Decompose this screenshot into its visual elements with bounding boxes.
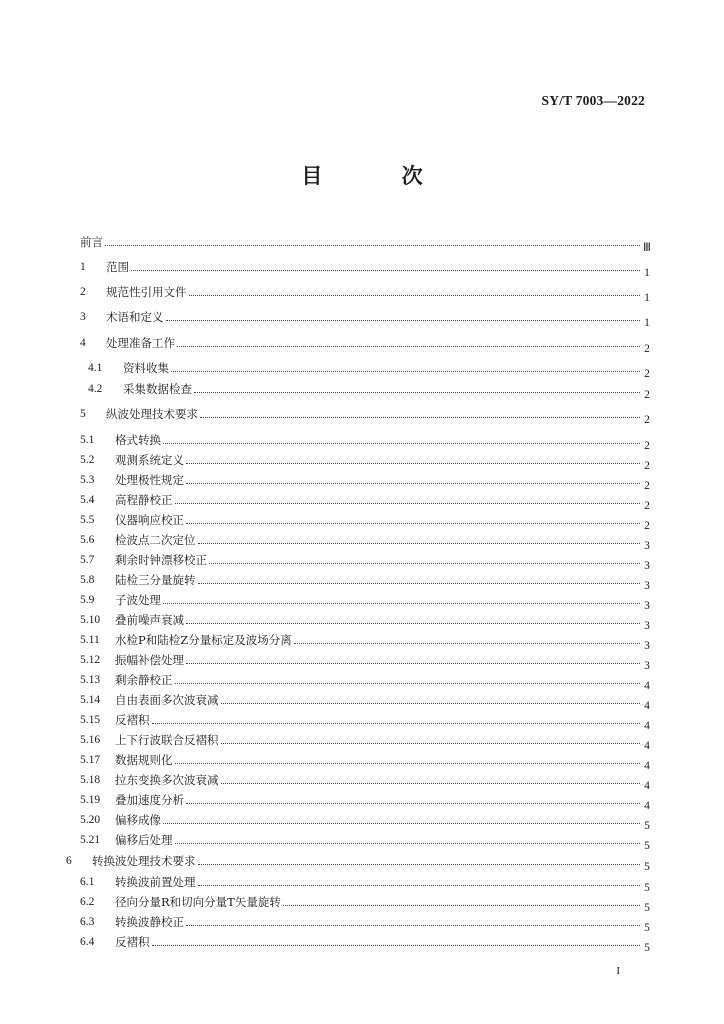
toc-entry-page: 2 <box>644 520 650 532</box>
toc-leader-dots <box>131 269 640 271</box>
toc-entry[interactable] <box>80 571 650 592</box>
toc-entry-number: 5.1 <box>80 434 95 446</box>
toc-entry-page: 2 <box>644 440 650 452</box>
toc-entry-number: 5.2 <box>80 454 95 466</box>
toc-entry[interactable] <box>80 893 650 914</box>
toc-entry-page: 4 <box>644 760 650 772</box>
toc-entry-label: 转换波处理技术要求 <box>92 854 196 868</box>
toc-entry-number: 5.9 <box>80 594 95 606</box>
toc-leader-dots <box>186 924 640 926</box>
toc-entry[interactable] <box>80 731 650 752</box>
toc-entry-label: 范围 <box>106 260 129 274</box>
toc-entry-page: 5 <box>644 902 650 914</box>
toc-entry[interactable] <box>80 791 650 812</box>
toc-entry-number: 5.14 <box>80 694 101 706</box>
toc-leader-dots <box>175 762 641 764</box>
toc-entry-page: 3 <box>644 540 650 552</box>
toc-leader-dots <box>177 345 640 347</box>
toc-entry[interactable] <box>80 591 650 612</box>
toc-entry-label: 叠前噪声衰减 <box>115 613 184 627</box>
toc-entry-page: 5 <box>644 922 650 934</box>
toc-entry-number: 4.1 <box>88 362 103 374</box>
toc-entry-page: 1 <box>644 317 650 329</box>
toc-entry-label: 术语和定义 <box>106 310 164 324</box>
toc-entry-number: 5.16 <box>80 734 101 746</box>
toc-entry-number: 3 <box>80 311 86 323</box>
toc-entry[interactable] <box>80 491 650 512</box>
toc-entry[interactable] <box>80 651 650 672</box>
toc-entry-number: 5.7 <box>80 554 95 566</box>
toc-leader-dots <box>163 822 640 824</box>
toc-entry-number: 4 <box>80 337 86 349</box>
toc-leader-dots <box>186 482 640 484</box>
toc-leader-dots <box>200 416 640 418</box>
toc-entry-number: 5.20 <box>80 814 101 826</box>
toc-entry-number: 6.4 <box>80 936 95 948</box>
toc-entry-label: 偏移后处理 <box>115 833 173 847</box>
toc-entry-label: 剩余时钟漂移校正 <box>115 553 207 567</box>
toc-entry-page: 4 <box>644 800 650 812</box>
toc-entry-label: 转换波前置处理 <box>115 875 196 889</box>
toc-entry[interactable] <box>80 711 650 732</box>
toc-leader-dots <box>283 904 640 906</box>
toc-entry-label: 陆检三分量旋转 <box>115 573 196 587</box>
toc-leader-dots <box>198 542 641 544</box>
toc-entry-label: 偏移成像 <box>115 813 161 827</box>
toc-entry-label: 径向分量R和切向分量T矢量旋转 <box>115 895 281 909</box>
toc-entry-number: 5.19 <box>80 794 101 806</box>
toc-entry[interactable] <box>80 531 650 552</box>
toc-leader-dots <box>105 244 640 246</box>
toc-entry-page: 3 <box>644 640 650 652</box>
toc-entry-page: 3 <box>644 600 650 612</box>
toc-entry-page: 1 <box>644 292 650 304</box>
toc-entry[interactable] <box>88 380 650 401</box>
toc-entry-page: 3 <box>644 580 650 592</box>
toc-entry-page: 2 <box>644 500 650 512</box>
toc-leader-dots <box>186 622 640 624</box>
toc-entry-page: Ⅲ <box>643 242 651 254</box>
toc-leader-dots <box>186 662 640 664</box>
toc-entry-label: 资料收集 <box>123 361 169 375</box>
toc-entry[interactable] <box>80 258 650 279</box>
toc-entry-label: 反褶积 <box>115 713 150 727</box>
toc-entry-label: 处理极性规定 <box>115 473 184 487</box>
toc-leader-dots <box>175 842 641 844</box>
toc-entry-label: 纵波处理技术要求 <box>106 407 198 421</box>
toc-entry-label: 转换波静校正 <box>115 915 184 929</box>
toc-entry-number: 5.13 <box>80 674 101 686</box>
toc-entry-number: 4.2 <box>88 383 103 395</box>
toc-entry-number: 5.17 <box>80 754 101 766</box>
toc-entry-page: 1 <box>644 267 650 279</box>
toc-leader-dots <box>221 742 641 744</box>
toc-entry[interactable] <box>80 691 650 712</box>
toc-entry-number: 5.18 <box>80 774 101 786</box>
toc-entry[interactable] <box>80 611 650 632</box>
toc-entry-page: 2 <box>644 480 650 492</box>
toc-leader-dots <box>194 391 640 393</box>
toc-entry-label: 检波点二次定位 <box>115 533 196 547</box>
toc-entry-number: 6.2 <box>80 896 95 908</box>
toc-entry-page: 2 <box>644 389 650 401</box>
toc-entry-label: 反褶积 <box>115 935 150 949</box>
toc-entry-number: 5.15 <box>80 714 101 726</box>
toc-entry-label: 规范性引用文件 <box>106 285 187 299</box>
toc-entry-page: 4 <box>644 680 650 692</box>
toc-entry-number: 2 <box>80 286 86 298</box>
toc-entry-page: 5 <box>644 942 650 954</box>
toc-leader-dots <box>186 462 640 464</box>
toc-leader-dots <box>152 722 641 724</box>
toc-entry-label: 上下行波联合反褶积 <box>115 733 219 747</box>
toc-entry[interactable] <box>80 831 650 852</box>
toc-entry-label: 高程静校正 <box>115 493 173 507</box>
toc-entry-label: 叠加速度分析 <box>115 793 184 807</box>
toc-entry-label: 采集数据检查 <box>123 382 192 396</box>
toc-entry[interactable] <box>80 334 650 355</box>
toc-entry[interactable] <box>80 751 650 772</box>
toc-entry-number: 5.21 <box>80 834 101 846</box>
toc-entry-page: 3 <box>644 660 650 672</box>
toc-entry-label: 仪器响应校正 <box>115 513 184 527</box>
toc-entry[interactable] <box>80 233 651 254</box>
toc-entry[interactable] <box>80 451 650 472</box>
toc-entry[interactable] <box>80 283 650 304</box>
toc-entry[interactable] <box>80 873 650 894</box>
toc-entry-number: 5.6 <box>80 534 95 546</box>
toc-entry-label: 处理准备工作 <box>106 336 175 350</box>
toc-entry-page: 5 <box>644 840 650 852</box>
toc-leader-dots <box>209 562 640 564</box>
toc-entry-page: 4 <box>644 780 650 792</box>
toc-entry-label: 子波处理 <box>115 593 161 607</box>
toc-leader-dots <box>166 319 641 321</box>
toc-leader-dots <box>152 944 641 946</box>
toc-entry-page: 4 <box>644 720 650 732</box>
toc-entry[interactable] <box>80 405 650 426</box>
toc-leader-dots <box>189 294 641 296</box>
toc-entry-number: 5.12 <box>80 654 101 666</box>
toc-leader-dots <box>175 502 641 504</box>
toc-leader-dots <box>198 863 641 865</box>
toc-entry[interactable] <box>80 308 650 329</box>
toc-entry-label: 格式转换 <box>115 433 161 447</box>
toc-entry-number: 5.4 <box>80 494 95 506</box>
toc-entry[interactable] <box>80 771 650 792</box>
toc-entry-page: 4 <box>644 700 650 712</box>
toc-entry-label: 前言 <box>80 235 103 249</box>
toc-entry-label: 观测系统定义 <box>115 453 184 467</box>
toc-leader-dots <box>171 370 640 372</box>
toc-entry-label: 拉东变换多次波衰减 <box>115 773 219 787</box>
toc-entry[interactable] <box>80 431 650 452</box>
toc-entry[interactable] <box>80 913 650 934</box>
toc-entry-page: 3 <box>644 560 650 572</box>
toc-entry-number: 5.8 <box>80 574 95 586</box>
toc-entry[interactable] <box>80 631 650 652</box>
toc-entry[interactable] <box>88 359 650 380</box>
toc-entry-page: 2 <box>644 414 650 426</box>
toc-entry-label: 水检P和陆检Z分量标定及波场分离 <box>115 633 292 647</box>
toc-entry-number: 1 <box>80 261 86 273</box>
toc-leader-dots <box>294 642 640 644</box>
toc-entry-page: 2 <box>644 343 650 355</box>
toc-leader-dots <box>198 884 641 886</box>
toc-leader-dots <box>221 702 641 704</box>
toc-entry-label: 振幅补偿处理 <box>115 653 184 667</box>
toc-leader-dots <box>186 802 640 804</box>
toc-entry-number: 6.3 <box>80 916 95 928</box>
toc-leader-dots <box>163 442 640 444</box>
toc-entry-number: 5.5 <box>80 514 95 526</box>
page-title: 目 次 <box>301 164 459 188</box>
footer-page-number: I <box>616 965 620 977</box>
toc-entry-label: 自由表面多次波衰减 <box>115 693 219 707</box>
toc-entry[interactable] <box>80 671 650 692</box>
toc-entry-page: 5 <box>644 861 650 873</box>
toc-entry-page: 3 <box>644 620 650 632</box>
document-code: SY/T 7003—2022 <box>541 93 645 108</box>
toc-entry-number: 5 <box>80 408 86 420</box>
toc-entry-label: 数据规则化 <box>115 753 173 767</box>
toc-entry[interactable] <box>80 471 650 492</box>
toc-entry[interactable] <box>80 811 650 832</box>
toc-leader-dots <box>198 582 641 584</box>
toc-entry-number: 6 <box>66 855 72 867</box>
toc-entry[interactable] <box>80 511 650 532</box>
toc-entry-page: 2 <box>644 460 650 472</box>
toc-entry[interactable] <box>66 852 650 873</box>
toc-entry-number: 6.1 <box>80 876 95 888</box>
toc-entry-page: 2 <box>644 368 650 380</box>
toc-entry-number: 5.3 <box>80 474 95 486</box>
toc-entry-number: 5.10 <box>80 614 101 626</box>
toc-leader-dots <box>221 782 641 784</box>
toc-leader-dots <box>186 522 640 524</box>
toc-entry[interactable] <box>80 551 650 572</box>
toc-entry-page: 4 <box>644 740 650 752</box>
toc-entry-label: 剩余静校正 <box>115 673 173 687</box>
toc-entry-page: 5 <box>644 820 650 832</box>
toc-leader-dots <box>175 682 641 684</box>
toc-leader-dots <box>163 602 640 604</box>
toc-entry-number: 5.11 <box>80 634 100 646</box>
toc-entry[interactable] <box>80 933 650 954</box>
toc-entry-page: 5 <box>644 882 650 894</box>
